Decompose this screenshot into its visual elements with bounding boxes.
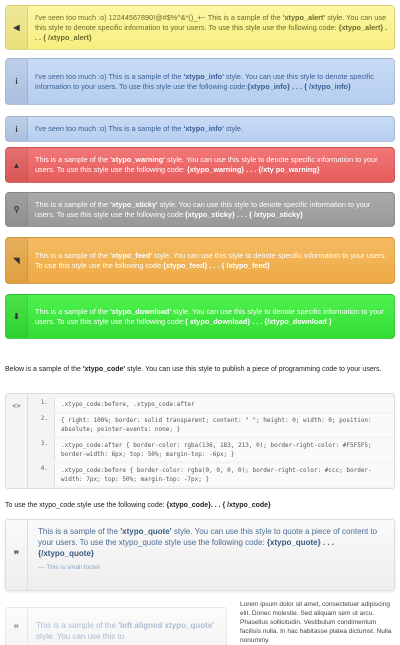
- quote-text: This is a sample of the 'xtypo_quote' style. You can use this style to quote a piece of content to your users. To use the xtypo_quote style use the following code: {xtypo_quote} . . . {/xtypo_quote} — This is small footer: [28, 520, 394, 590]
- code-line: [28, 398, 394, 411]
- line-number: 2.: [40, 415, 48, 422]
- quote-footer: — This is small footer: [38, 564, 101, 571]
- code-line: [28, 414, 394, 436]
- code-lines: [28, 394, 394, 488]
- line-source: .xtypo_code:after { border-color: rgba(136, 183, 213, 0); border-right-color: #F5F5F5; border-width: 6px; top: 50%; margin-top: -6px; }: [54, 439, 394, 461]
- quote-icon: ❞: [6, 520, 28, 590]
- line-number: 3.: [40, 440, 48, 447]
- info-text: I've seen too much :o) This is a sample of the 'xtypo_info' style. You can use this style to denote specific information to your users. To use this style use the following code:{xtypo_info} . . . { /xtypo_info}: [35, 71, 374, 91]
- xtypo-quote-box: [5, 519, 395, 591]
- lorem-paragraph: Lorem ipsum dolor sit amet, consectetuer adipiscing elit. Donec molestie. Sed aliquam sem ut arcu. Phasellus sollicitudin. Vestibulum condimentum facilisis nulla. In hac habitasse platea dictumst. Nulla nonummy.: [240, 601, 392, 644]
- line-source: { right: 100%; border: solid transparent; content: " "; height: 0; width: 0; position: absolute; pointer-events: none; }: [54, 414, 394, 436]
- info-icon: i: [6, 59, 28, 104]
- line-number: 4.: [40, 465, 48, 472]
- quote-icon: ❞: [6, 608, 28, 645]
- rss-icon: ◥: [6, 238, 28, 283]
- feed-text: This is a sample of the 'xtypo_feed' style. You can use this style to denote specific information to your users. To use this style use the following code:{xtypo_feed} . . . { /xtypo_feed}: [35, 250, 387, 270]
- download-icon: ⬇: [6, 295, 28, 338]
- xtypo-code-block: [5, 393, 395, 489]
- pin-icon: ⚲: [6, 193, 28, 226]
- xtypo-sticky-box: [5, 192, 395, 227]
- warning-text: This is a sample of the 'xtypo_warning' style. You can use this style to denote specific information to your users. To use this style use the following code: {xtypo_warning} . . . {/xty po_warning}: [35, 155, 378, 174]
- code-usage-paragraph: To use the xtypo_code style use the following code: {xtypo_code}. . . { /xtypo_code}: [5, 502, 271, 509]
- line-number: 1.: [40, 399, 48, 406]
- sticky-text: This is a sample of the 'xtypo_sticky' style. You can use this style to denote specific information to your users. To use this style use the following code:{xtypo_sticky} . . . { /xtypo_sticky}: [35, 199, 371, 219]
- xtypo-alert-box: [5, 5, 395, 50]
- xtypo-warning-box: [5, 147, 395, 183]
- xtypo-quote-left-box: [5, 607, 227, 645]
- code-line: [28, 464, 394, 486]
- alert-text: I've seen too much :o) 12244567890!@#$%^&*()_+~ This is a sample of the 'xtypo_alert' style. You can use this style to denote specific information to your users. To use this style use the following code: {xtypo_alert} . . . { /xtypo_alert}: [35, 12, 388, 42]
- xtypo-info-box-short: [5, 116, 395, 142]
- line-source: .xtypo_code:before { border-color: rgba(0, 0, 0, 0); border-right-color: #ccc; border-width: 7px; top: 50%; margin-top: -7px; }: [54, 464, 394, 486]
- info-icon: i: [6, 117, 28, 141]
- megaphone-icon: ◀: [6, 6, 28, 49]
- info-text-short: I've seen too much :o) This is a sample of the 'xtypo_info' style.: [35, 124, 243, 133]
- xtypo-info-box: [5, 58, 395, 105]
- warning-icon: ▲: [6, 148, 28, 182]
- xtypo-download-box: [5, 294, 395, 339]
- line-source: .xtypo_code:before, .xtypo_code:after: [54, 398, 394, 411]
- xtypo-feed-box: [5, 237, 395, 284]
- download-text: This is a sample of the 'xtypo_download' style. You can use this style to denote specific information to your users. To use this style use the following code:{ xtypo_download} . . . {/xtypo_download }: [35, 306, 384, 326]
- code-icon: <>: [6, 394, 28, 488]
- code-line: [28, 439, 394, 461]
- code-intro-paragraph: Below is a sample of the 'xtypo_code' style. You can use this style to publish a piece of programming code to your users.: [5, 366, 382, 373]
- quote-left-text: This is a sample of the 'left aligned xtypo_quote' style. You can use this to: [36, 621, 215, 641]
